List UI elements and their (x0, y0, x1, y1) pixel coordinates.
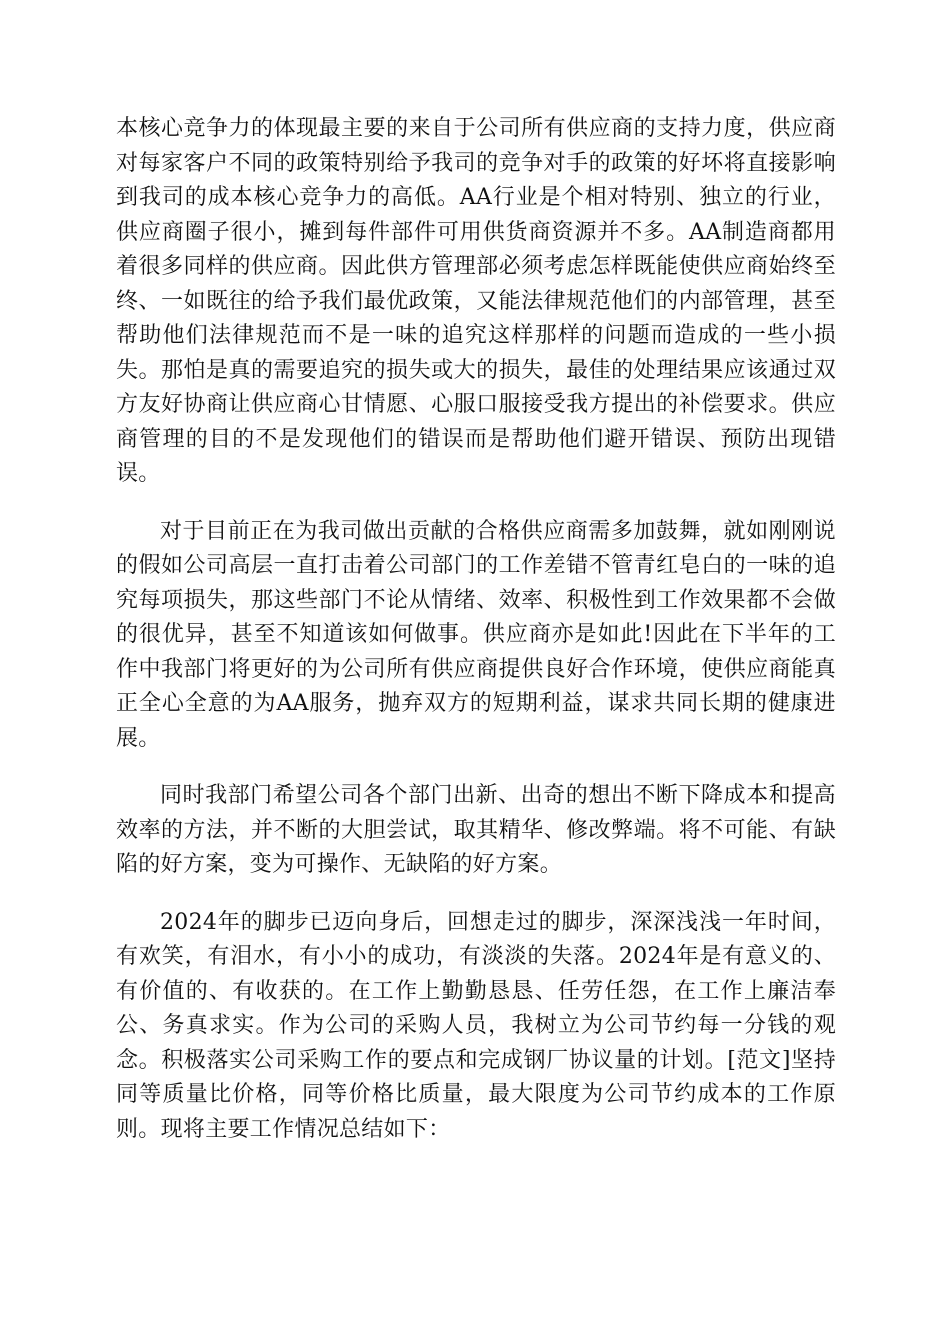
paragraph-supplier-encouragement: 对于目前正在为我司做出贡献的合格供应商需多加鼓舞，就如刚刚说的假如公司高层一直打击着公司部门的工作差错不管青红皂白的一味的追究每项损失，那这些部门不论从情绪、效率、积极性到工作效果都不会做的很优异，甚至不知道该如何做事。供应商亦是如此!因此在下半年的工作中我部门将更好的为公司所有供应商提供良好合作环境，使供应商能真正全心全意的为AA服务，抛弃双方的短期利益，谋求共同长期的健康进展。 (116, 518, 836, 751)
paragraph-cost-reduction: 同时我部门希望公司各个部门出新、出奇的想出不断下降成本和提高效率的方法，并不断的大胆尝试，取其精华、修改弊端。将不可能、有缺陷的好方案，变为可操作、无缺陷的好方案。 (116, 783, 836, 877)
document-body (116, 112, 836, 1147)
paragraph-annual-summary: 2024年的脚步已迈向身后，回想走过的脚步，深深浅浅一年时间，有欢笑，有泪水，有小小的成功，有淡淡的失落。2024年是有意义的、有价值的、有收获的。在工作上勤勤恳恳、任劳任怨，在工作上廉洁奉公、务真求实。作为公司的采购人员，我树立为公司节约每一分钱的观念。积极落实公司采购工作的要点和完成钢厂协议量的计划。[范文]坚持同等质量比价格，同等价格比质量，最大限度为公司节约成本的工作原则。现将主要工作情况总结如下： (116, 909, 836, 1142)
paragraph-supplier-competitiveness: 本核心竞争力的体现最主要的来自于公司所有供应商的支持力度，供应商对每家客户不同的政策特别给予我司的竞争对手的政策的好坏将直接影响到我司的成本核心竞争力的高低。AA行业是个相对特别、独立的行业，供应商圈子很小，摊到每件部件可用供货商资源并不多。AA制造商都用着很多同样的供应商。因此供方管理部必须考虑怎样既能使供应商始终至终、一如既往的给予我们最优政策，又能法律规范他们的内部管理，甚至帮助他们法律规范而不是一味的追究这样那样的问题而造成的一些小损失。那怕是真的需要追究的损失或大的损失，最佳的处理结果应该通过双方友好协商让供应商心甘情愿、心服口服接受我方提出的补偿要求。供应商管理的目的不是发现他们的错误而是帮助他们避开错误、预防出现错误。 (116, 116, 836, 486)
